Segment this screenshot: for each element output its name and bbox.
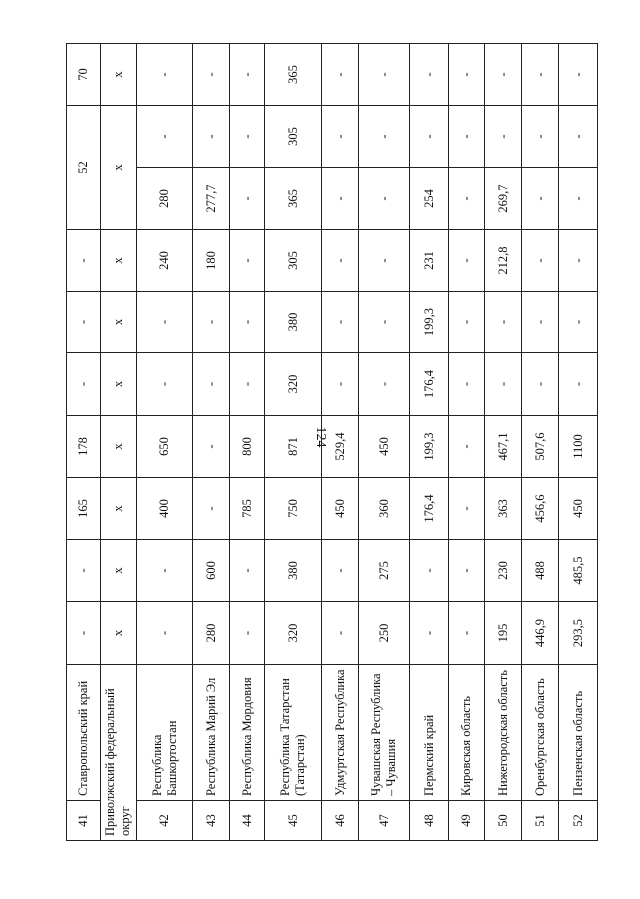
cell: 871	[265, 416, 322, 478]
cell: -	[359, 44, 410, 106]
row-number: 50	[485, 801, 522, 841]
cell: -	[410, 106, 449, 168]
district-name: Приволжский федеральный округ	[101, 665, 137, 841]
row-number: 48	[410, 801, 449, 841]
row-number: 51	[522, 801, 559, 841]
cell: 450	[359, 416, 410, 478]
cell: -	[410, 540, 449, 602]
cell: -	[322, 292, 359, 353]
table-row	[559, 44, 598, 841]
row-number: 42	[137, 801, 193, 841]
cell: 456,6	[522, 478, 559, 540]
cell: -	[449, 353, 485, 416]
table-row	[137, 44, 193, 841]
row-number: 46	[322, 801, 359, 841]
cell: 650	[137, 416, 193, 478]
cell: 199,3	[410, 292, 449, 353]
cell: -	[559, 292, 598, 353]
cell: -	[67, 292, 101, 353]
cell: -	[522, 230, 559, 292]
cell: 529,4	[322, 416, 359, 478]
table-row	[230, 44, 265, 841]
cell: -	[522, 292, 559, 353]
cell: -	[559, 44, 598, 106]
cell: 446,9	[522, 602, 559, 665]
cell: 240	[137, 230, 193, 292]
cell: x	[101, 478, 137, 540]
region-name: Удмуртская Республика	[322, 665, 359, 801]
region-name: Пензенская область	[559, 665, 598, 801]
cell: -	[137, 44, 193, 106]
cell: -	[67, 540, 101, 602]
cell: -	[359, 230, 410, 292]
cell: x	[101, 540, 137, 602]
cell: -	[485, 106, 522, 168]
cell: -	[322, 540, 359, 602]
cell: 280	[193, 602, 230, 665]
cell: 360	[359, 478, 410, 540]
cell: -	[485, 353, 522, 416]
cell: 365	[265, 44, 322, 106]
cell: -	[410, 44, 449, 106]
table-row	[449, 44, 485, 841]
cell: 293,5	[559, 602, 598, 665]
cell: -	[137, 292, 193, 353]
cell: -	[230, 106, 265, 168]
cell: 180	[193, 230, 230, 292]
cell: -	[137, 602, 193, 665]
cell: -	[193, 416, 230, 478]
cell: 52	[67, 106, 101, 230]
table-row	[265, 44, 322, 841]
cell: 199,3	[410, 416, 449, 478]
cell: -	[359, 353, 410, 416]
cell: 488	[522, 540, 559, 602]
cell: 320	[265, 602, 322, 665]
cell: -	[193, 106, 230, 168]
cell: -	[559, 106, 598, 168]
row-number: 41	[67, 801, 101, 841]
cell: 275	[359, 540, 410, 602]
cell: -	[322, 230, 359, 292]
cell: -	[449, 416, 485, 478]
cell: 178	[67, 416, 101, 478]
cell: 800	[230, 416, 265, 478]
cell: -	[137, 106, 193, 168]
cell: -	[230, 602, 265, 665]
cell: -	[522, 353, 559, 416]
cell: x	[101, 230, 137, 292]
table-row	[359, 44, 410, 841]
cell: 600	[193, 540, 230, 602]
cell: -	[449, 478, 485, 540]
region-name: Кировская область	[449, 665, 485, 801]
cell: 750	[265, 478, 322, 540]
cell: 254	[410, 168, 449, 230]
table-row	[485, 44, 522, 841]
region-name: Оренбургская область	[522, 665, 559, 801]
cell: 305	[265, 230, 322, 292]
cell: 195	[485, 602, 522, 665]
cell: -	[67, 230, 101, 292]
cell: -	[449, 292, 485, 353]
cell: -	[359, 168, 410, 230]
cell: -	[449, 44, 485, 106]
cell: 277,7	[193, 168, 230, 230]
cell: x	[101, 416, 137, 478]
cell: 785	[230, 478, 265, 540]
region-name: Республика Башкортостан	[137, 665, 193, 801]
table-row	[522, 44, 559, 841]
region-name: Нижегородская область	[485, 665, 522, 801]
cell: -	[449, 540, 485, 602]
cell: -	[230, 44, 265, 106]
cell: x	[101, 44, 137, 106]
cell: 485,5	[559, 540, 598, 602]
cell: -	[67, 353, 101, 416]
cell: 176,4	[410, 353, 449, 416]
cell: 176,4	[410, 478, 449, 540]
cell: 70	[67, 44, 101, 106]
cell: -	[359, 106, 410, 168]
cell: x	[101, 106, 137, 230]
cell: 450	[322, 478, 359, 540]
row-number: 45	[265, 801, 322, 841]
cell: 400	[137, 478, 193, 540]
cell: -	[559, 353, 598, 416]
cell: x	[101, 292, 137, 353]
region-name: Республика Татарстан (Татарстан)	[265, 665, 322, 801]
group-row	[101, 44, 137, 841]
cell: -	[522, 44, 559, 106]
row-number: 43	[193, 801, 230, 841]
cell: -	[230, 540, 265, 602]
table-row	[67, 44, 101, 841]
cell: -	[522, 168, 559, 230]
cell: -	[193, 44, 230, 106]
row-number: 47	[359, 801, 410, 841]
cell: 305	[265, 106, 322, 168]
cell: 365	[265, 168, 322, 230]
cell: -	[359, 292, 410, 353]
cell: 231	[410, 230, 449, 292]
cell: -	[137, 353, 193, 416]
cell: 230	[485, 540, 522, 602]
cell: -	[485, 44, 522, 106]
cell: 320	[265, 353, 322, 416]
cell: 250	[359, 602, 410, 665]
cell: -	[322, 168, 359, 230]
cell: -	[322, 106, 359, 168]
cell: -	[230, 168, 265, 230]
table-row	[410, 44, 449, 841]
cell: -	[449, 602, 485, 665]
rotated-table-wrapper	[66, 44, 584, 841]
cell: 507,6	[522, 416, 559, 478]
cell: -	[449, 106, 485, 168]
cell: 380	[265, 540, 322, 602]
price-table	[66, 43, 598, 841]
table-row	[193, 44, 230, 841]
cell: 380	[265, 292, 322, 353]
cell: x	[101, 602, 137, 665]
cell: -	[137, 540, 193, 602]
cell: -	[522, 106, 559, 168]
region-name: Пермский край	[410, 665, 449, 801]
region-name: Чувашская Республика – Чувашия	[359, 665, 410, 801]
cell: -	[449, 230, 485, 292]
row-number: 49	[449, 801, 485, 841]
cell: x	[101, 353, 137, 416]
cell: -	[410, 602, 449, 665]
cell: -	[559, 168, 598, 230]
cell: 212,8	[485, 230, 522, 292]
cell: 280	[137, 168, 193, 230]
cell: 1100	[559, 416, 598, 478]
cell: -	[559, 230, 598, 292]
cell: -	[193, 353, 230, 416]
cell: 363	[485, 478, 522, 540]
cell: -	[193, 478, 230, 540]
cell: -	[230, 292, 265, 353]
cell: -	[322, 602, 359, 665]
cell: -	[322, 353, 359, 416]
cell: 450	[559, 478, 598, 540]
cell: -	[322, 44, 359, 106]
cell: -	[485, 292, 522, 353]
cell: -	[193, 292, 230, 353]
row-number: 52	[559, 801, 598, 841]
cell: 467,1	[485, 416, 522, 478]
region-name: Республика Марий Эл	[193, 665, 230, 801]
cell: -	[230, 353, 265, 416]
row-number: 44	[230, 801, 265, 841]
region-name: Республика Мордовия	[230, 665, 265, 801]
region-name: Ставропольский край	[67, 665, 101, 801]
cell: -	[230, 230, 265, 292]
cell: 165	[67, 478, 101, 540]
cell: -	[449, 168, 485, 230]
cell: 269,7	[485, 168, 522, 230]
table-row	[322, 44, 359, 841]
page-number: 124	[313, 426, 328, 448]
cell: -	[67, 602, 101, 665]
